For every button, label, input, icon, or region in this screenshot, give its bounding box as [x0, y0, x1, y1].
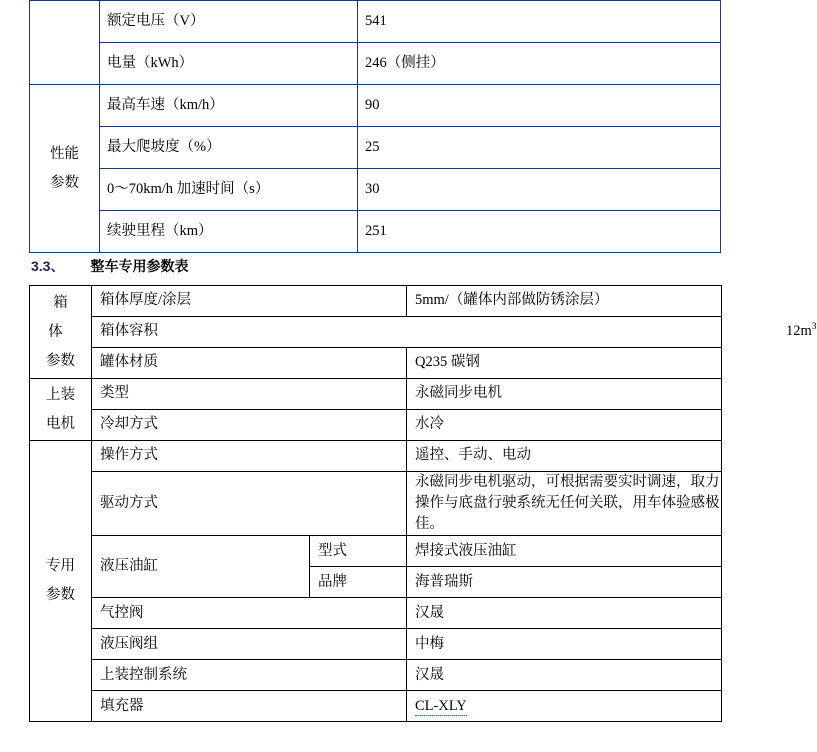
param-value: Q235 碳钢	[407, 348, 722, 379]
param-value: 海普瑞斯	[407, 567, 722, 598]
table-row	[30, 169, 721, 211]
param-name: 类型	[92, 379, 407, 410]
param-value-text: CL-XLY	[415, 697, 467, 714]
table-row	[30, 598, 722, 629]
category-label-line-2: 电机	[46, 415, 75, 432]
param-name: 填充器	[92, 691, 407, 722]
table-row	[30, 410, 722, 441]
category-label-line-1: 性能	[50, 146, 79, 163]
param-name: 最高车速（km/h）	[100, 85, 358, 127]
table-row	[30, 85, 721, 127]
category-label-line-2: 参数	[50, 174, 79, 191]
param-sub-name: 品牌	[310, 567, 407, 598]
param-value: 541	[358, 1, 721, 43]
table-row	[30, 286, 722, 317]
category-cell-continuation	[30, 43, 100, 85]
category-cell-special-params	[30, 441, 92, 722]
param-name: 续驶里程（km）	[100, 211, 358, 253]
param-name: 额定电压（V）	[100, 1, 358, 43]
table-row	[30, 127, 721, 169]
param-value: 汉晟	[407, 598, 722, 629]
param-name: 上装控制系统	[92, 660, 407, 691]
table-row	[30, 472, 722, 536]
category-label-line-2: 参数	[46, 587, 75, 604]
param-name: 液压油缸	[92, 536, 310, 598]
category-cell-upper-motor	[30, 379, 92, 441]
param-value: 永磁同步电机	[407, 379, 722, 410]
param-value: 246（侧挂）	[358, 43, 721, 85]
table-row	[30, 536, 722, 567]
param-name: 最大爬坡度（%）	[100, 127, 358, 169]
param-value: 25	[358, 127, 721, 169]
param-name: 箱体厚度/涂层	[92, 286, 407, 317]
table-row	[30, 441, 722, 472]
table-row	[30, 691, 722, 722]
param-name: 气控阀	[92, 598, 407, 629]
param-sub-name: 型式	[310, 536, 407, 567]
param-value: 中梅	[407, 629, 722, 660]
section-number: 3.3、	[31, 258, 65, 274]
category-cell-continuation	[30, 1, 100, 43]
section-title: 整车专用参数表	[90, 258, 189, 274]
table-row	[30, 211, 721, 253]
category-label-line-2: 参数	[46, 352, 75, 369]
table-row	[30, 660, 722, 691]
table-row	[30, 348, 722, 379]
performance-parameters-table	[29, 0, 721, 253]
param-value: 5mm/（罐体内部做防锈涂层）	[407, 286, 722, 317]
param-value: 90	[358, 85, 721, 127]
param-value: 251	[358, 211, 721, 253]
param-value: 遥控、手动、电动	[407, 441, 722, 472]
category-cell-box-params	[30, 286, 92, 379]
param-name: 操作方式	[92, 441, 407, 472]
category-label-line-1: 上装	[46, 386, 75, 403]
param-name: 冷却方式	[92, 410, 407, 441]
param-name: 液压阀组	[92, 629, 407, 660]
param-name: 电量（kWh）	[100, 43, 358, 85]
category-label-line-1: 专用	[46, 558, 75, 575]
section-heading	[31, 256, 188, 276]
param-name: 罐体材质	[92, 348, 407, 379]
table-row: 箱体容积 $12m^3$	[30, 317, 722, 348]
category-label-line-1: 箱 体	[48, 294, 78, 340]
param-value: 30	[358, 169, 721, 211]
param-name: 箱体容积	[92, 317, 722, 348]
param-value: 永磁同步电机驱动，可根据需要实时调速，取力操作与底盘行驶系统无任何关联，用车体验感极佳。	[407, 472, 722, 536]
table-row	[30, 379, 722, 410]
param-value	[407, 691, 722, 722]
table-row	[30, 43, 721, 85]
param-value: 焊接式液压油缸	[407, 536, 722, 567]
param-value: 水冷	[407, 410, 722, 441]
param-value: 汉晟	[407, 660, 722, 691]
param-name: 驱动方式	[92, 472, 407, 536]
special-parameters-table	[29, 285, 817, 722]
table-row	[30, 629, 722, 660]
category-cell-performance	[30, 85, 100, 253]
param-name: 0～70km/h 加速时间（s）	[100, 169, 358, 211]
table-row	[30, 1, 721, 43]
